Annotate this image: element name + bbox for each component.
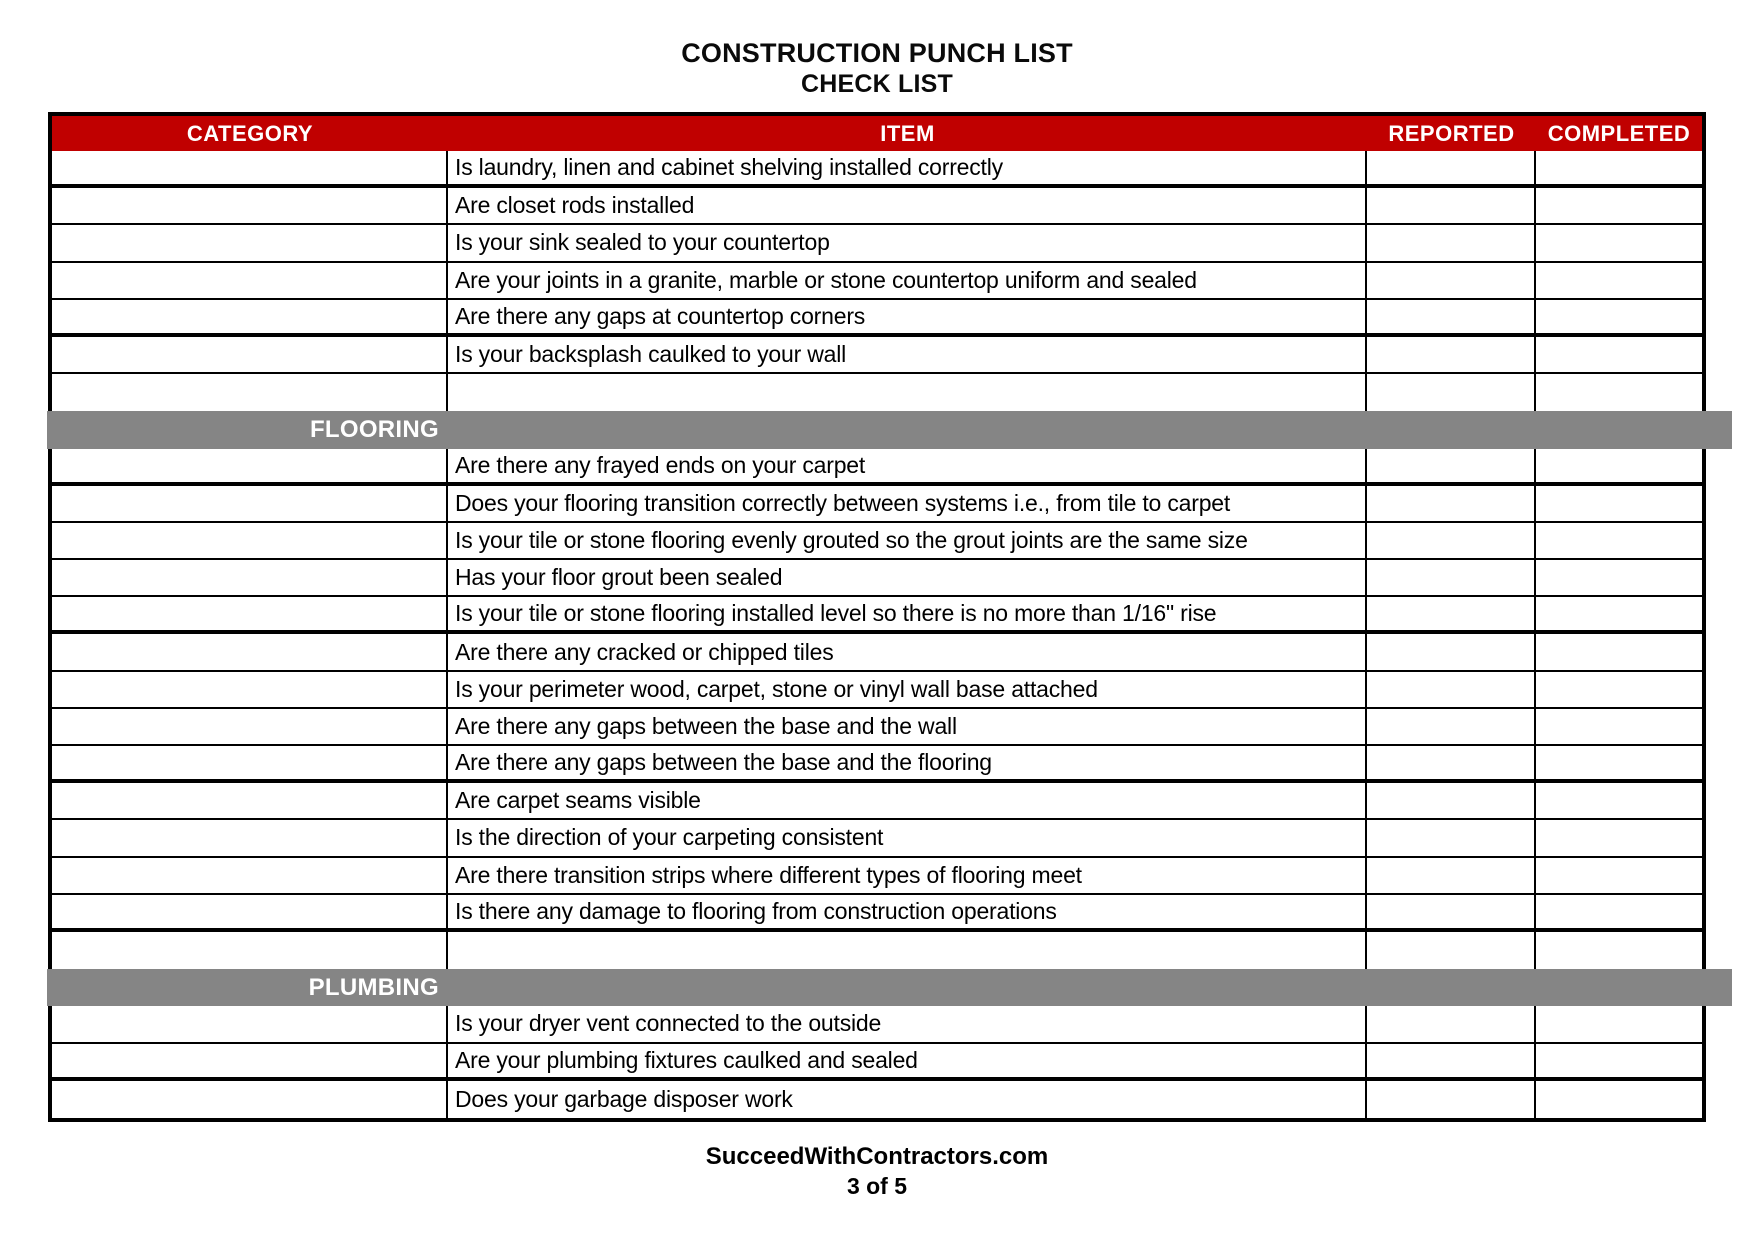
reported-cell xyxy=(1367,895,1536,928)
category-cell xyxy=(52,932,448,969)
reported-cell xyxy=(1367,1044,1536,1077)
column-header-completed: COMPLETED xyxy=(1547,120,1691,146)
completed-cell xyxy=(1536,597,1702,630)
completed-cell xyxy=(1536,634,1702,669)
completed-cell xyxy=(1536,672,1702,707)
item-cell: Are there any cracked or chipped tiles xyxy=(448,634,1367,669)
item-cell: Are closet rods installed xyxy=(448,188,1367,223)
page-title: CONSTRUCTION PUNCH LIST xyxy=(681,38,1073,68)
reported-cell xyxy=(1367,672,1536,707)
completed-cell xyxy=(1536,783,1702,818)
item-cell: Is the direction of your carpeting consistent xyxy=(448,820,1367,855)
table-row xyxy=(52,709,1702,746)
item-cell xyxy=(448,932,1367,969)
reported-cell xyxy=(1367,449,1536,482)
completed-cell xyxy=(1536,895,1702,928)
column-header-reported: REPORTED xyxy=(1388,120,1515,146)
item-cell: Are there any gaps between the base and the wall xyxy=(448,709,1367,744)
table-row xyxy=(52,1044,1702,1081)
section-band xyxy=(47,411,1732,448)
item-cell: Is there any damage to flooring from construction operations xyxy=(448,895,1367,928)
category-cell xyxy=(52,560,448,595)
completed-cell xyxy=(1536,523,1702,558)
category-cell xyxy=(52,151,448,184)
category-cell xyxy=(52,858,448,893)
table-row xyxy=(52,560,1702,597)
completed-cell xyxy=(1536,932,1702,969)
item-cell: Is your backsplash caulked to your wall xyxy=(448,337,1367,372)
completed-cell xyxy=(1536,486,1702,521)
table-row xyxy=(52,523,1702,560)
item-cell: Are there any gaps between the base and the flooring xyxy=(448,746,1367,779)
reported-cell xyxy=(1367,486,1536,521)
table-header-row xyxy=(52,116,1702,151)
completed-cell xyxy=(1536,449,1702,482)
reported-cell xyxy=(1367,1006,1536,1041)
section-label: PLUMBING xyxy=(308,973,439,1001)
footer-website: SucceedWithContractors.com xyxy=(705,1143,1049,1170)
item-cell: Is your tile or stone flooring installed level so there is no more than 1/16" rise xyxy=(448,597,1367,630)
category-cell xyxy=(52,337,448,372)
table-row xyxy=(52,337,1702,374)
item-cell: Are there transition strips where different types of flooring meet xyxy=(448,858,1367,893)
reported-cell xyxy=(1367,820,1536,855)
category-cell xyxy=(52,746,448,779)
page-subtitle: CHECK LIST xyxy=(801,70,953,98)
completed-cell xyxy=(1536,1044,1702,1077)
table-row xyxy=(52,634,1702,671)
item-cell: Is laundry, linen and cabinet shelving installed correctly xyxy=(448,151,1367,184)
completed-cell xyxy=(1536,300,1702,333)
reported-cell xyxy=(1367,225,1536,260)
reported-cell xyxy=(1367,858,1536,893)
category-cell xyxy=(52,188,448,223)
category-cell xyxy=(52,374,448,411)
section-row xyxy=(52,969,1702,1006)
section-row xyxy=(52,411,1702,448)
reported-cell xyxy=(1367,337,1536,372)
category-cell xyxy=(52,263,448,298)
table-row xyxy=(52,151,1702,188)
reported-cell xyxy=(1367,560,1536,595)
empty-row xyxy=(52,932,1702,969)
table-row xyxy=(52,820,1702,857)
item-cell: Does your garbage disposer work xyxy=(448,1081,1367,1118)
item-cell: Are your joints in a granite, marble or stone countertop uniform and sealed xyxy=(448,263,1367,298)
category-cell xyxy=(52,486,448,521)
category-cell xyxy=(52,634,448,669)
reported-cell xyxy=(1367,151,1536,184)
category-cell xyxy=(52,895,448,928)
completed-cell xyxy=(1536,820,1702,855)
reported-cell xyxy=(1367,634,1536,669)
completed-cell xyxy=(1536,1081,1702,1118)
category-cell xyxy=(52,523,448,558)
table-row xyxy=(52,486,1702,523)
completed-cell xyxy=(1536,188,1702,223)
category-cell xyxy=(52,820,448,855)
item-cell: Is your sink sealed to your countertop xyxy=(448,225,1367,260)
table-row xyxy=(52,263,1702,300)
category-cell xyxy=(52,1081,448,1118)
empty-row xyxy=(52,374,1702,411)
column-header-item: ITEM xyxy=(880,120,935,146)
completed-cell xyxy=(1536,225,1702,260)
section-band xyxy=(47,969,1732,1006)
table-row xyxy=(52,1081,1702,1118)
item-cell: Is your tile or stone flooring evenly grouted so the grout joints are the same size xyxy=(448,523,1367,558)
item-cell xyxy=(448,374,1367,411)
section-label: FLOORING xyxy=(309,415,439,443)
category-cell xyxy=(52,672,448,707)
category-cell xyxy=(52,449,448,482)
table-row xyxy=(52,1006,1702,1043)
table-row xyxy=(52,746,1702,783)
completed-cell xyxy=(1536,374,1702,411)
item-cell: Are your plumbing fixtures caulked and sealed xyxy=(448,1044,1367,1077)
reported-cell xyxy=(1367,300,1536,333)
reported-cell xyxy=(1367,932,1536,969)
item-cell: Are there any frayed ends on your carpet xyxy=(448,449,1367,482)
category-cell xyxy=(52,783,448,818)
completed-cell xyxy=(1536,746,1702,779)
completed-cell xyxy=(1536,858,1702,893)
reported-cell xyxy=(1367,523,1536,558)
completed-cell xyxy=(1536,337,1702,372)
reported-cell xyxy=(1367,374,1536,411)
table-row xyxy=(52,783,1702,820)
table-row xyxy=(52,449,1702,486)
category-cell xyxy=(52,225,448,260)
item-cell: Has your floor grout been sealed xyxy=(448,560,1367,595)
category-cell xyxy=(52,709,448,744)
item-cell: Is your perimeter wood, carpet, stone or vinyl wall base attached xyxy=(448,672,1367,707)
reported-cell xyxy=(1367,597,1536,630)
item-cell: Is your dryer vent connected to the outside xyxy=(448,1006,1367,1041)
category-cell xyxy=(52,300,448,333)
completed-cell xyxy=(1536,1006,1702,1041)
category-cell xyxy=(52,1044,448,1077)
footer-page-number: 3 of 5 xyxy=(846,1173,908,1199)
completed-cell xyxy=(1536,709,1702,744)
reported-cell xyxy=(1367,188,1536,223)
item-cell: Are there any gaps at countertop corners xyxy=(448,300,1367,333)
table-row xyxy=(52,225,1702,262)
reported-cell xyxy=(1367,746,1536,779)
table-row xyxy=(52,597,1702,634)
completed-cell xyxy=(1536,151,1702,184)
table-row xyxy=(52,858,1702,895)
completed-cell xyxy=(1536,560,1702,595)
punch-list-table xyxy=(48,112,1706,1122)
completed-cell xyxy=(1536,263,1702,298)
item-cell: Are carpet seams visible xyxy=(448,783,1367,818)
table-row xyxy=(52,895,1702,932)
reported-cell xyxy=(1367,783,1536,818)
reported-cell xyxy=(1367,709,1536,744)
reported-cell xyxy=(1367,1081,1536,1118)
column-header-category: CATEGORY xyxy=(186,120,314,146)
item-cell: Does your flooring transition correctly between systems i.e., from tile to carpet xyxy=(448,486,1367,521)
table-row xyxy=(52,188,1702,225)
category-cell xyxy=(52,597,448,630)
category-cell xyxy=(52,1006,448,1041)
reported-cell xyxy=(1367,263,1536,298)
table-body xyxy=(52,151,1702,1118)
table-row xyxy=(52,672,1702,709)
table-row xyxy=(52,300,1702,337)
